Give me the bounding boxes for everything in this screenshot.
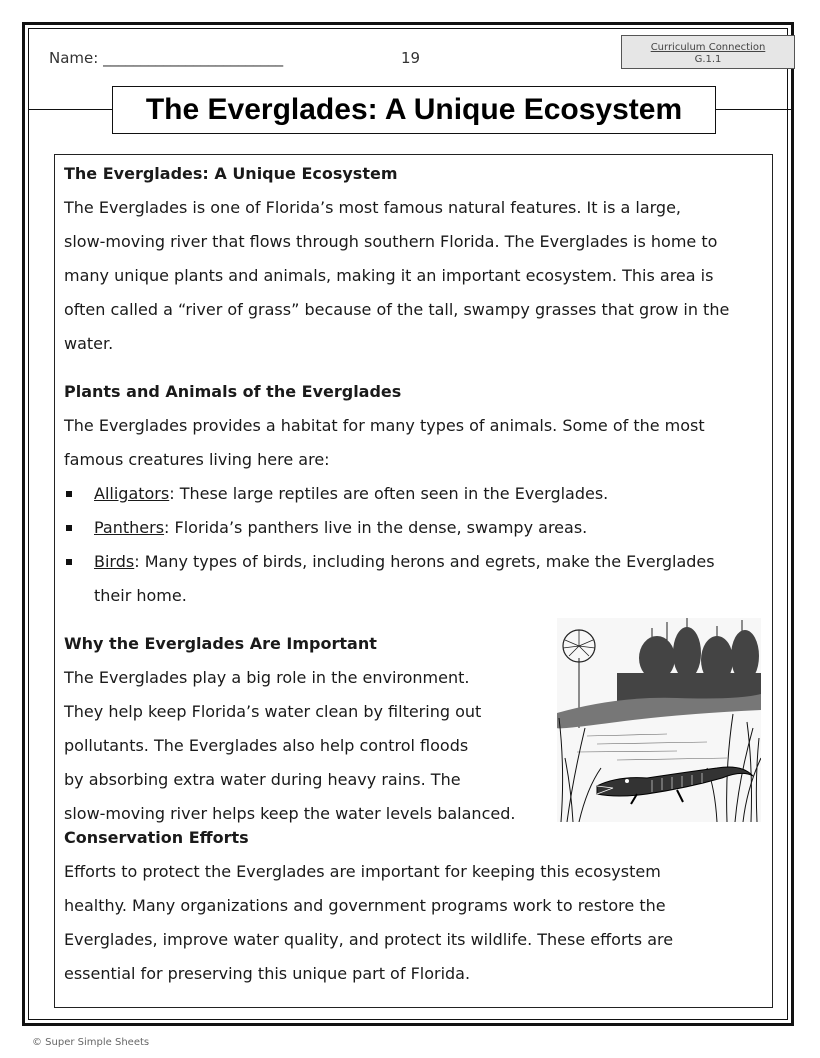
page-number: 19 bbox=[401, 49, 421, 67]
importance-section bbox=[64, 627, 763, 821]
title-rule-right bbox=[716, 109, 792, 110]
page-title: The Everglades: A Unique Ecosystem bbox=[112, 86, 716, 134]
square-bullet-icon bbox=[66, 525, 72, 531]
list-text: : Many types of birds, including herons and egrets, make the Everglades bbox=[134, 552, 715, 571]
importance-line: pollutants. The Everglades also help control floods bbox=[64, 736, 469, 755]
list-text: : These large reptiles are often seen in the Everglades. bbox=[169, 484, 609, 503]
page-border-outer bbox=[22, 22, 794, 1026]
reading-passage-box bbox=[54, 154, 773, 1008]
page-border-inner bbox=[28, 28, 788, 1020]
square-bullet-icon bbox=[66, 491, 72, 497]
list-term: Birds bbox=[94, 552, 135, 571]
intro-line: slow-moving river that flows through southern Florida. The Everglades is home to bbox=[64, 232, 718, 251]
conservation-line: essential for preserving this unique part of Florida. bbox=[64, 964, 471, 983]
conservation-heading: Conservation Efforts bbox=[64, 828, 249, 847]
intro-line: The Everglades is one of Florida’s most famous natural features. It is a large, bbox=[64, 198, 682, 217]
animal-list bbox=[64, 477, 763, 613]
list-item-panthers bbox=[64, 511, 763, 545]
list-term: Alligators bbox=[94, 484, 170, 503]
list-text: their home. bbox=[94, 586, 187, 605]
curriculum-connection-code: G.1.1 bbox=[694, 54, 722, 65]
curriculum-connection-label: Curriculum Connection bbox=[650, 42, 766, 53]
intro-heading: The Everglades: A Unique Ecosystem bbox=[64, 164, 398, 183]
importance-line: by absorbing extra water during heavy rains. The bbox=[64, 770, 461, 789]
intro-line: many unique plants and animals, making it an important ecosystem. This area is bbox=[64, 266, 714, 285]
curriculum-connection-box bbox=[621, 35, 795, 69]
list-text: : Florida’s panthers live in the dense, swampy areas. bbox=[164, 518, 588, 537]
importance-line: slow-moving river helps keep the water levels balanced. bbox=[64, 804, 516, 823]
list-item-birds bbox=[64, 545, 763, 579]
list-term: Panthers bbox=[94, 518, 165, 537]
plants-animals-line: The Everglades provides a habitat for many types of animals. Some of the most bbox=[64, 416, 705, 435]
plants-animals-heading: Plants and Animals of the Everglades bbox=[64, 382, 402, 401]
importance-heading: Why the Everglades Are Important bbox=[64, 634, 377, 653]
title-rule-left bbox=[29, 109, 112, 110]
importance-line: The Everglades play a big role in the environment. bbox=[64, 668, 470, 687]
conservation-line: healthy. Many organizations and government programs work to restore the bbox=[64, 896, 666, 915]
plants-animals-line: famous creatures living here are: bbox=[64, 450, 330, 469]
intro-line: often called a “river of grass” because of the tall, swampy grasses that grow in the bbox=[64, 300, 730, 319]
intro-line: water. bbox=[64, 334, 114, 353]
list-item-alligators bbox=[64, 477, 763, 511]
square-bullet-icon bbox=[66, 559, 72, 565]
copyright-footer: © Super Simple Sheets bbox=[32, 1037, 150, 1048]
conservation-line: Everglades, improve water quality, and protect its wildlife. These efforts are bbox=[64, 930, 674, 949]
alligator-swamp-illustration bbox=[557, 618, 761, 822]
conservation-line: Efforts to protect the Everglades are important for keeping this ecosystem bbox=[64, 862, 661, 881]
name-field: Name: ________________________ bbox=[49, 49, 284, 67]
list-item-birds-continued bbox=[64, 579, 763, 613]
importance-line: They help keep Florida’s water clean by filtering out bbox=[64, 702, 482, 721]
